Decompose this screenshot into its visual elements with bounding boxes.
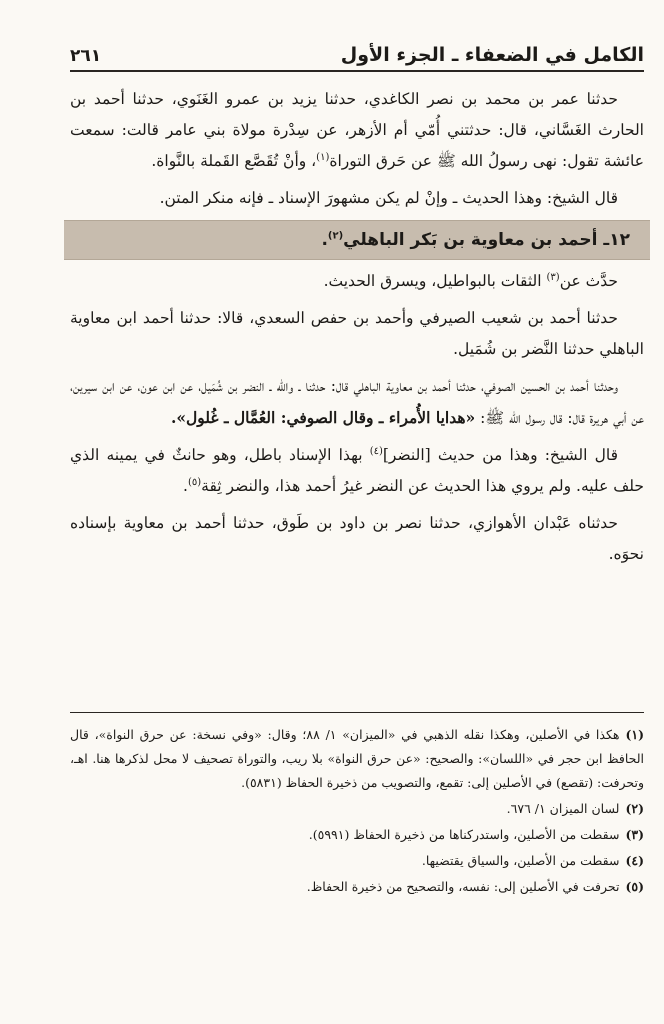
footnote: (٤)سقطت من الأصلين، والسياق يقتضيها. [421,853,644,868]
paragraph: وحدثنا أحمد بن الحسين الصوفي، حدثنا أحمد بن معاوية الباهلي قال: حدثنا ـ والله ـ النضر بن شُمَيل، عن ابن عون، عن ابن سيرين، عن أبي هريرة قال: قال رسول الله ﷺ: «هدايا الأُمراء ـ وقال الصوفي: العُمَّال ـ غُلول». [70,377,644,427]
paragraph: حدثناه عَبْدان الأهوازي، حدثنا نصر بن داود بن طَوق، حدثنا أحمد بن معاوية بإسناده نحوَه. [70,514,644,563]
paragraph: حدَّث عن$^{(٣)}$ الثقات بالبواطيل، ويسرق الحديث. [323,271,618,290]
page-number: ٢٦١ [70,46,102,66]
main-text [70,84,644,576]
footnote-ref[interactable]: (٤) [369,445,383,457]
paragraph: حدثنا عمر بن محمد بن نصر الكاغدي، حدثنا يزيد بن عمرو الغَنَوي، حدثنا أحمد بن الحارث الغَسَّاني، قال: حدثتني أُمّي أم الأزهر، عن سِدْرة مولاة بني عامر قالت: سمعت عائشة تقول: نهى رسولُ الله ﷺ عن حَرق التوراة$^{(١)}$، وأنْ تُقَصَّع القَملة بالنَّواة. [70,90,644,170]
running-header [70,30,644,72]
footnote: (٥)تحرفت في الأصلين إلى: نفسه، والتصحيح من ذخيرة الحفاظ. [306,879,644,894]
paragraph: قال الشيخ: وهذا الحديث ـ وإنْ لم يكن مشهورَ الإسناد ـ فإنه منكر المتن. [159,189,618,207]
hadith-text: «هدايا الأُمراء ـ وقال الصوفي: العُمَّال ـ غُلول». [170,408,476,427]
footnote-ref[interactable]: (٣) [546,271,560,283]
footnote: (٢)لسان الميزان ١/ ٦٧٦. [506,801,644,816]
footnote: (٣)سقطت من الأصلين، واستدركناها من ذخيرة الحفاظ (٥٩٩١). [308,827,644,842]
running-title: الكامل في الضعفاء ـ الجزء الأول [340,44,644,66]
paragraph: حدثنا أحمد بن شعيب الصيرفي وأحمد بن حفص السعدي، قالا: حدثنا أحمد ابن معاوية الباهلي حدثنا النَّضر بن شُمَيل. [70,309,644,358]
footnotes [70,712,644,901]
section-heading: ١٢ـ أحمد بن معاوية بن بَكر الباهلي$^{(٢)}$. [64,220,650,260]
footnote: (١)هكذا في الأصلين، وهكذا نقله الذهبي في «الميزان» ١/ ٨٨؛ وقال: «وفي نسخة: عن حرق النواة»، قال الحافظ ابن حجر في «اللسان»: والصحيح: «عن حرق النواة» بلا ريب، والتوراة تصحيف لا محل لذكرها هنا. اهـ، وتحرفت: (تقصع) في الأصلين إلى: تقمع، والتصويب من ذخيرة الحفاظ (٥٨٣١). [70,727,645,790]
footnote-ref[interactable]: (٢) [327,230,344,242]
footnote-ref[interactable]: (٥) [187,476,202,488]
paragraph: قال الشيخ: وهذا من حديث [النضر]$^{(٤)}$ بهذا الإسناد باطل، وهو حانثٌ في يمينه الذي حلف عليه. ولم يروي هذا الحديث عن النضر غيرُ أحمد هذا، والنضر ثِقة$^{(٥)}$. [70,445,644,495]
footnote-ref[interactable]: (١) [316,151,330,163]
